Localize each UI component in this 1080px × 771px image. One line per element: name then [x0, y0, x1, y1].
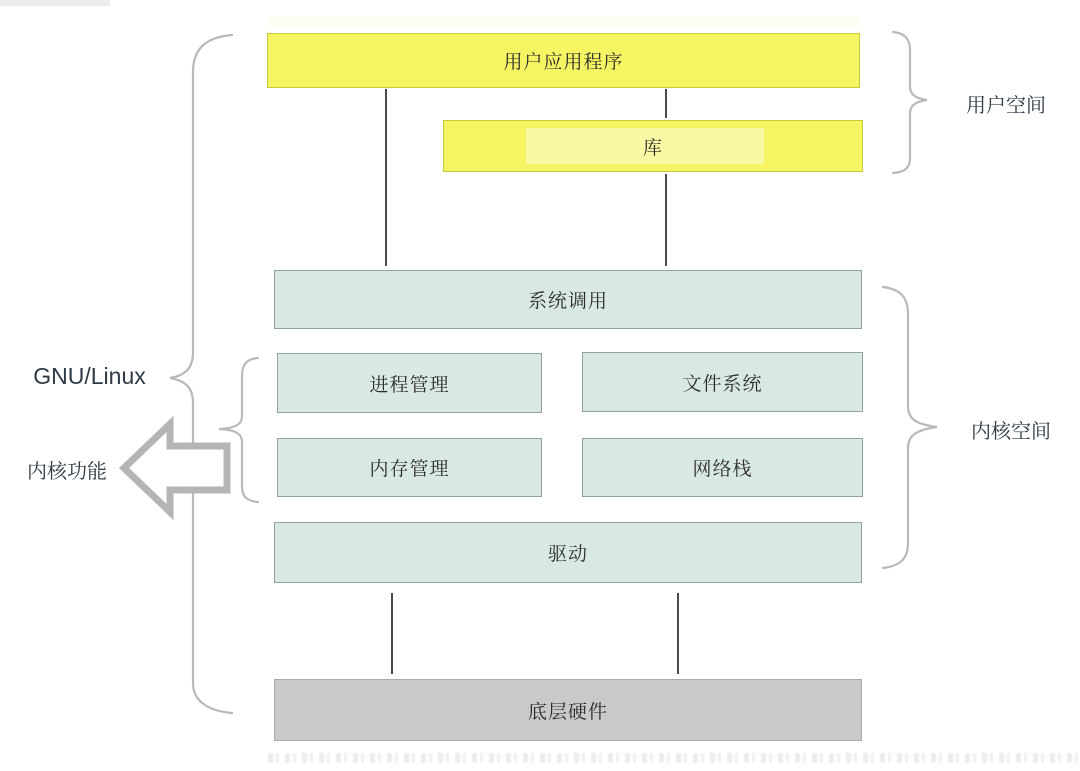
box-library-label: 库: [642, 137, 663, 159]
box-system-calls: [274, 270, 862, 329]
box-memory-management-label: 内存管理: [369, 459, 450, 480]
brace-gnu-linux: [170, 35, 232, 713]
box-process-management-label: 进程管理: [369, 374, 450, 396]
box-user-applications-label: 用户应用程序: [503, 52, 624, 73]
label-kernel-functions: 内核功能: [27, 461, 107, 483]
brace-user-space: [893, 32, 927, 173]
faint-ghost-band: [267, 17, 861, 28]
box-file-system-label: 文件系统: [682, 373, 763, 395]
illegible-watermark-text: [268, 753, 1080, 763]
box-process-management: [277, 353, 542, 413]
box-hardware-label: 底层硬件: [527, 701, 608, 723]
label-gnu-linux: GNU/Linux: [33, 363, 146, 389]
label-user-space: 用户空间: [966, 95, 1046, 117]
brace-kernel-space: [883, 287, 937, 568]
left-arrow-icon: [124, 424, 227, 512]
box-system-calls-label: 系统调用: [527, 291, 608, 312]
box-drivers-label: 驱动: [547, 544, 588, 565]
box-memory-management: [277, 438, 542, 497]
box-hardware: [274, 679, 862, 741]
top-left-crop-artifact: [0, 0, 110, 6]
box-user-applications: [267, 33, 860, 88]
box-library: [443, 120, 863, 172]
brace-kernel-functions: [219, 358, 258, 502]
box-drivers: [274, 522, 862, 583]
label-kernel-space: 内核空间: [971, 421, 1051, 443]
box-network-stack-label: 网络栈: [692, 459, 753, 480]
box-network-stack: [582, 438, 863, 497]
box-file-system: [582, 352, 863, 412]
